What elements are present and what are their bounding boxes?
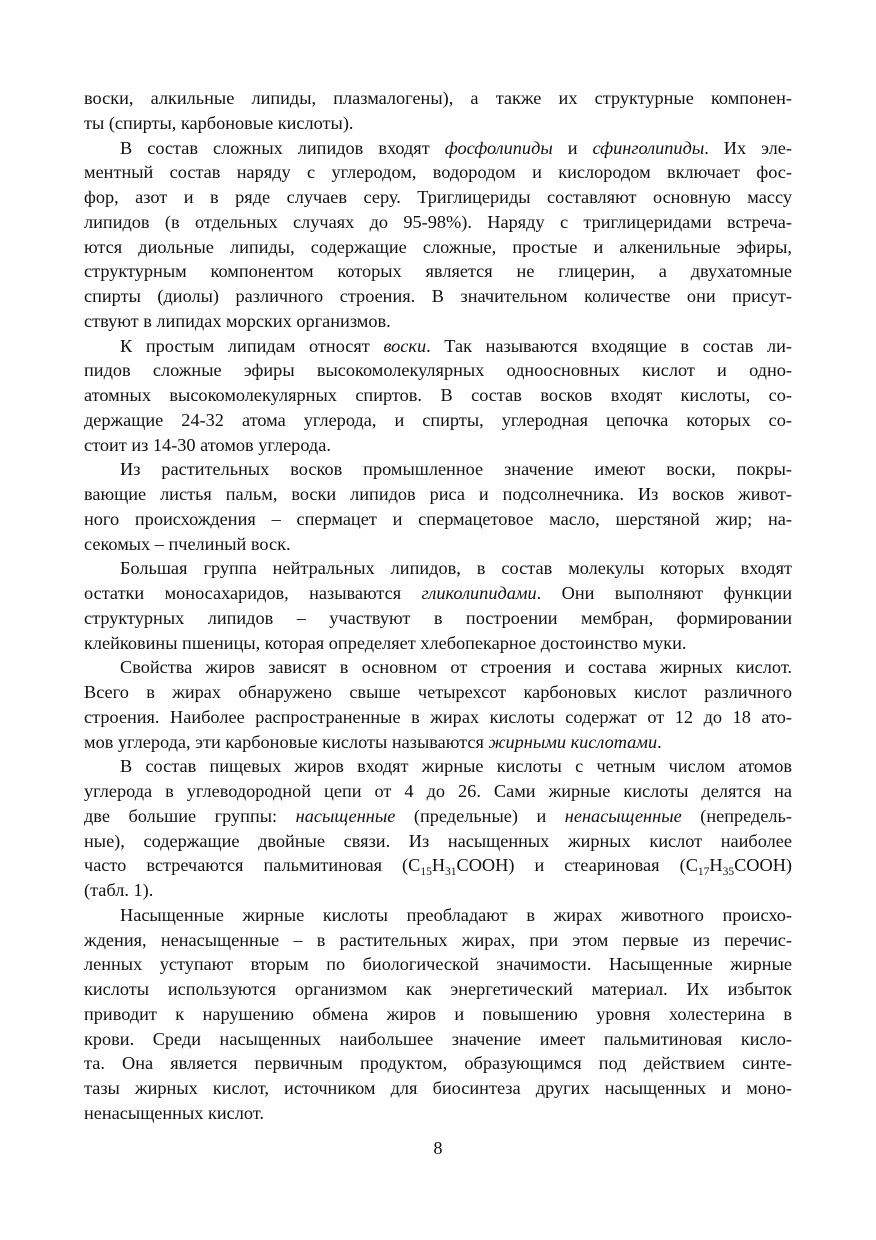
text-line: структурным компонентом которых является не глицерин, а двухатомные	[84, 261, 792, 282]
text-run: .	[657, 731, 662, 752]
text-line: приводит к нарушению обмена жиров и повышению уровня холестерина в	[84, 1003, 792, 1024]
text-line: ты (спирты, карбоновые кислоты).	[84, 112, 354, 133]
text-line	[84, 334, 792, 359]
formula-subscript: 31	[445, 866, 457, 879]
term-phospholipids: фосфолипиды	[444, 137, 553, 158]
text-line: ствуют в липидах морских организмов.	[84, 310, 391, 331]
text-run: В состав сложных липидов входят	[120, 137, 445, 158]
text-line: ментный состав наряду с углеродом, водородом и кислородом включает фос-	[84, 162, 792, 183]
term-fatty-acids: жирными кислотами	[488, 731, 658, 752]
text-line: ются диольные липиды, содержащие сложные, простые и алкенильные эфиры,	[84, 236, 792, 257]
text-run: две большие группы:	[84, 805, 296, 826]
text-line: стоит из 14-30 атомов углерода.	[84, 434, 331, 455]
text-line: В состав пищевых жиров входят жирные кислоты с четным числом атомов	[120, 756, 792, 777]
text-line	[84, 853, 792, 878]
text-line	[84, 730, 792, 755]
text-run: часто встречаются пальмитиновая (C	[84, 855, 421, 876]
formula-subscript: 35	[722, 866, 735, 879]
term-glycolipids: гликолипидами	[421, 583, 537, 603]
paragraph-plant-waxes	[84, 457, 792, 556]
text-line: вающие листья пальм, воски липидов риса и подсолнечника. Из восков живот-	[84, 484, 792, 504]
text-run: и	[552, 137, 593, 158]
paragraph-fatty-acid-groups	[84, 754, 792, 903]
formula-subscript: 17	[697, 866, 710, 879]
text-line: липидов (в отдельных случаях до 95-98%). Наряду с триглицеридами встреча-	[84, 211, 792, 232]
text-run: COOH) и стеариновая (C	[456, 855, 698, 876]
text-run: . Так называются входящие в состав ли-	[426, 335, 792, 356]
text-run: . Они выполняют функции	[536, 583, 792, 603]
text-line: углерода в углеводородной цепи от 4 до 26. Сами жирные кислоты делятся на	[84, 781, 792, 801]
text-line: крови. Среди насыщенных наибольшее значение имеет пальмитиновая кисло-	[84, 1028, 792, 1049]
text-line: ные), содержащие двойные связи. Из насыщенных жирных кислот наиболее	[84, 830, 792, 851]
text-run: мов углерода, эти карбоновые кислоты называются	[84, 731, 489, 752]
term-sphingolipids: сфинголипиды	[592, 137, 705, 158]
text-run: H	[431, 855, 446, 876]
body-text	[84, 86, 792, 1126]
text-run: остатки моносахаридов, называются	[84, 583, 422, 603]
formula-subscript: 15	[420, 866, 432, 879]
text-line: структурных липидов – участвуют в построении мембран, формировании	[84, 607, 792, 628]
paragraph-continuation	[84, 86, 792, 136]
term-waxes: воски	[383, 335, 427, 356]
text-line: (табл. 1).	[84, 880, 154, 900]
text-line: ленных уступают вторым по биологической значимости. Насыщенные жирные	[84, 954, 792, 975]
page-number: 8	[433, 1138, 443, 1158]
text-line: ного происхождения – спермацет и спермацетовое масло, шерстяной жир; на-	[84, 508, 792, 529]
term-saturated: насыщенные	[295, 805, 396, 826]
text-line	[84, 804, 792, 829]
text-line: Всего в жирах обнаружено свыше четырехсот карбоновых кислот различного	[84, 682, 792, 702]
text-run: К простым липидам относят	[120, 335, 384, 356]
text-line	[84, 136, 792, 161]
paragraph-complex-lipids	[84, 136, 792, 334]
text-run: (предельные) и	[395, 805, 565, 826]
text-line: строения. Наиболее распространенные в жирах кислоты содержат от 12 до 18 ато-	[84, 706, 792, 727]
text-line: спирты (диолы) различного строения. В значительном количестве они присут-	[84, 286, 792, 306]
paragraph-glycolipids	[84, 556, 792, 655]
text-line: атомных высокомолекулярных спиртов. В состав восков входят кислоты, со-	[84, 385, 792, 405]
term-unsaturated: ненасыщенные	[564, 805, 682, 826]
paragraph-fat-properties	[84, 655, 792, 754]
text-run: . Их эле-	[704, 137, 792, 158]
text-line: ждения, ненасыщенные – в растительных жирах, при этом первые из перечис-	[84, 929, 792, 950]
text-line	[84, 581, 792, 606]
text-run: H	[709, 855, 723, 876]
text-line: секомых – пчелиный воск.	[84, 533, 291, 554]
paragraph-waxes	[84, 334, 792, 458]
text-run: (непредель-	[681, 805, 792, 826]
text-line: та. Она является первичным продуктом, образующимся под действием синте-	[84, 1053, 792, 1074]
text-line: клейковины пшеницы, которая определяет хлебопекарное достоинство муки.	[84, 632, 687, 653]
text-line: фор, азот и в ряде случаев серу. Триглицериды составляют основную массу	[84, 187, 792, 207]
text-line: тазы жирных кислот, источником для биосинтеза других насыщенных и моно-	[84, 1078, 792, 1098]
text-line: воски, алкильные липиды, плазмалогены), а также их структурные компонен-	[84, 88, 792, 108]
text-line: Насыщенные жирные кислоты преобладают в жирах животного происхо-	[120, 904, 792, 925]
text-line: Из растительных восков промышленное значение имеют воски, покры-	[120, 459, 792, 480]
text-line: Большая группа нейтральных липидов, в состав молекулы которых входят	[120, 558, 792, 579]
paragraph-saturated-acids	[84, 903, 792, 1126]
text-run: COOH)	[734, 855, 792, 876]
text-line: Свойства жиров зависят в основном от строения и состава жирных кислот.	[120, 657, 792, 678]
text-line: ненасыщенных кислот.	[84, 1102, 264, 1123]
text-line: пидов сложные эфиры высокомолекулярных одноосновных кислот и одно-	[84, 360, 792, 381]
text-line: кислоты используются организмом как энергетический материал. Их избыток	[84, 979, 792, 999]
text-line: держащие 24-32 атома углерода, и спирты, углеродная цепочка которых со-	[84, 409, 792, 430]
